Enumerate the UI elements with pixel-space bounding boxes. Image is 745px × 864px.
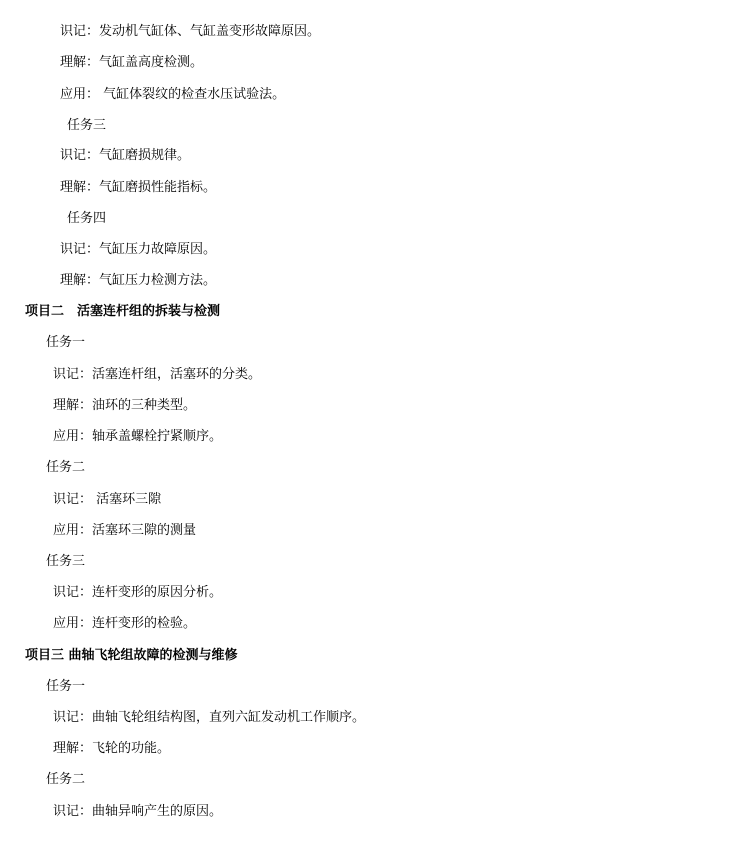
text-line: 理解：气缸盖高度检测。 bbox=[60, 55, 204, 70]
text-line: 识记：连杆变形的原因分析。 bbox=[53, 585, 223, 600]
text-line: 识记：气缸磨损规律。 bbox=[60, 148, 191, 163]
text-line: 理解：油环的三种类型。 bbox=[53, 398, 197, 413]
task-heading: 任务三 bbox=[67, 118, 107, 133]
task-heading: 任务三 bbox=[46, 554, 86, 569]
project-heading: 项目二 活塞连杆组的拆装与检测 bbox=[25, 304, 221, 319]
text-line: 识记：气缸压力故障原因。 bbox=[60, 242, 217, 257]
task-heading: 任务二 bbox=[46, 772, 86, 787]
task-heading: 任务一 bbox=[46, 335, 86, 350]
project-heading: 项目三 曲轴飞轮组故障的检测与维修 bbox=[25, 648, 238, 663]
text-line: 识记：曲轴异响产生的原因。 bbox=[53, 804, 223, 819]
text-line: 理解：气缸磨损性能指标。 bbox=[60, 180, 217, 195]
task-heading: 任务二 bbox=[46, 460, 86, 475]
text-line: 应用：轴承盖螺栓拧紧顺序。 bbox=[53, 429, 223, 444]
text-line: 应用：活塞环三隙的测量 bbox=[53, 523, 197, 538]
text-line: 理解：气缸压力检测方法。 bbox=[60, 273, 217, 288]
text-line: 应用：连杆变形的检验。 bbox=[53, 616, 197, 631]
task-heading: 任务四 bbox=[67, 211, 107, 226]
text-line: 识记：发动机气缸体、气缸盖变形故障原因。 bbox=[60, 24, 321, 39]
task-heading: 任务一 bbox=[46, 679, 86, 694]
text-line: 识记：活塞连杆组，活塞环的分类。 bbox=[53, 367, 262, 382]
text-line: 理解：飞轮的功能。 bbox=[53, 741, 171, 756]
text-line: 识记： 活塞环三隙 bbox=[53, 492, 162, 507]
text-line: 识记：曲轴飞轮组结构图，直列六缸发动机工作顺序。 bbox=[53, 710, 366, 725]
text-line: 应用： 气缸体裂纹的检查水压试验法。 bbox=[60, 87, 286, 102]
